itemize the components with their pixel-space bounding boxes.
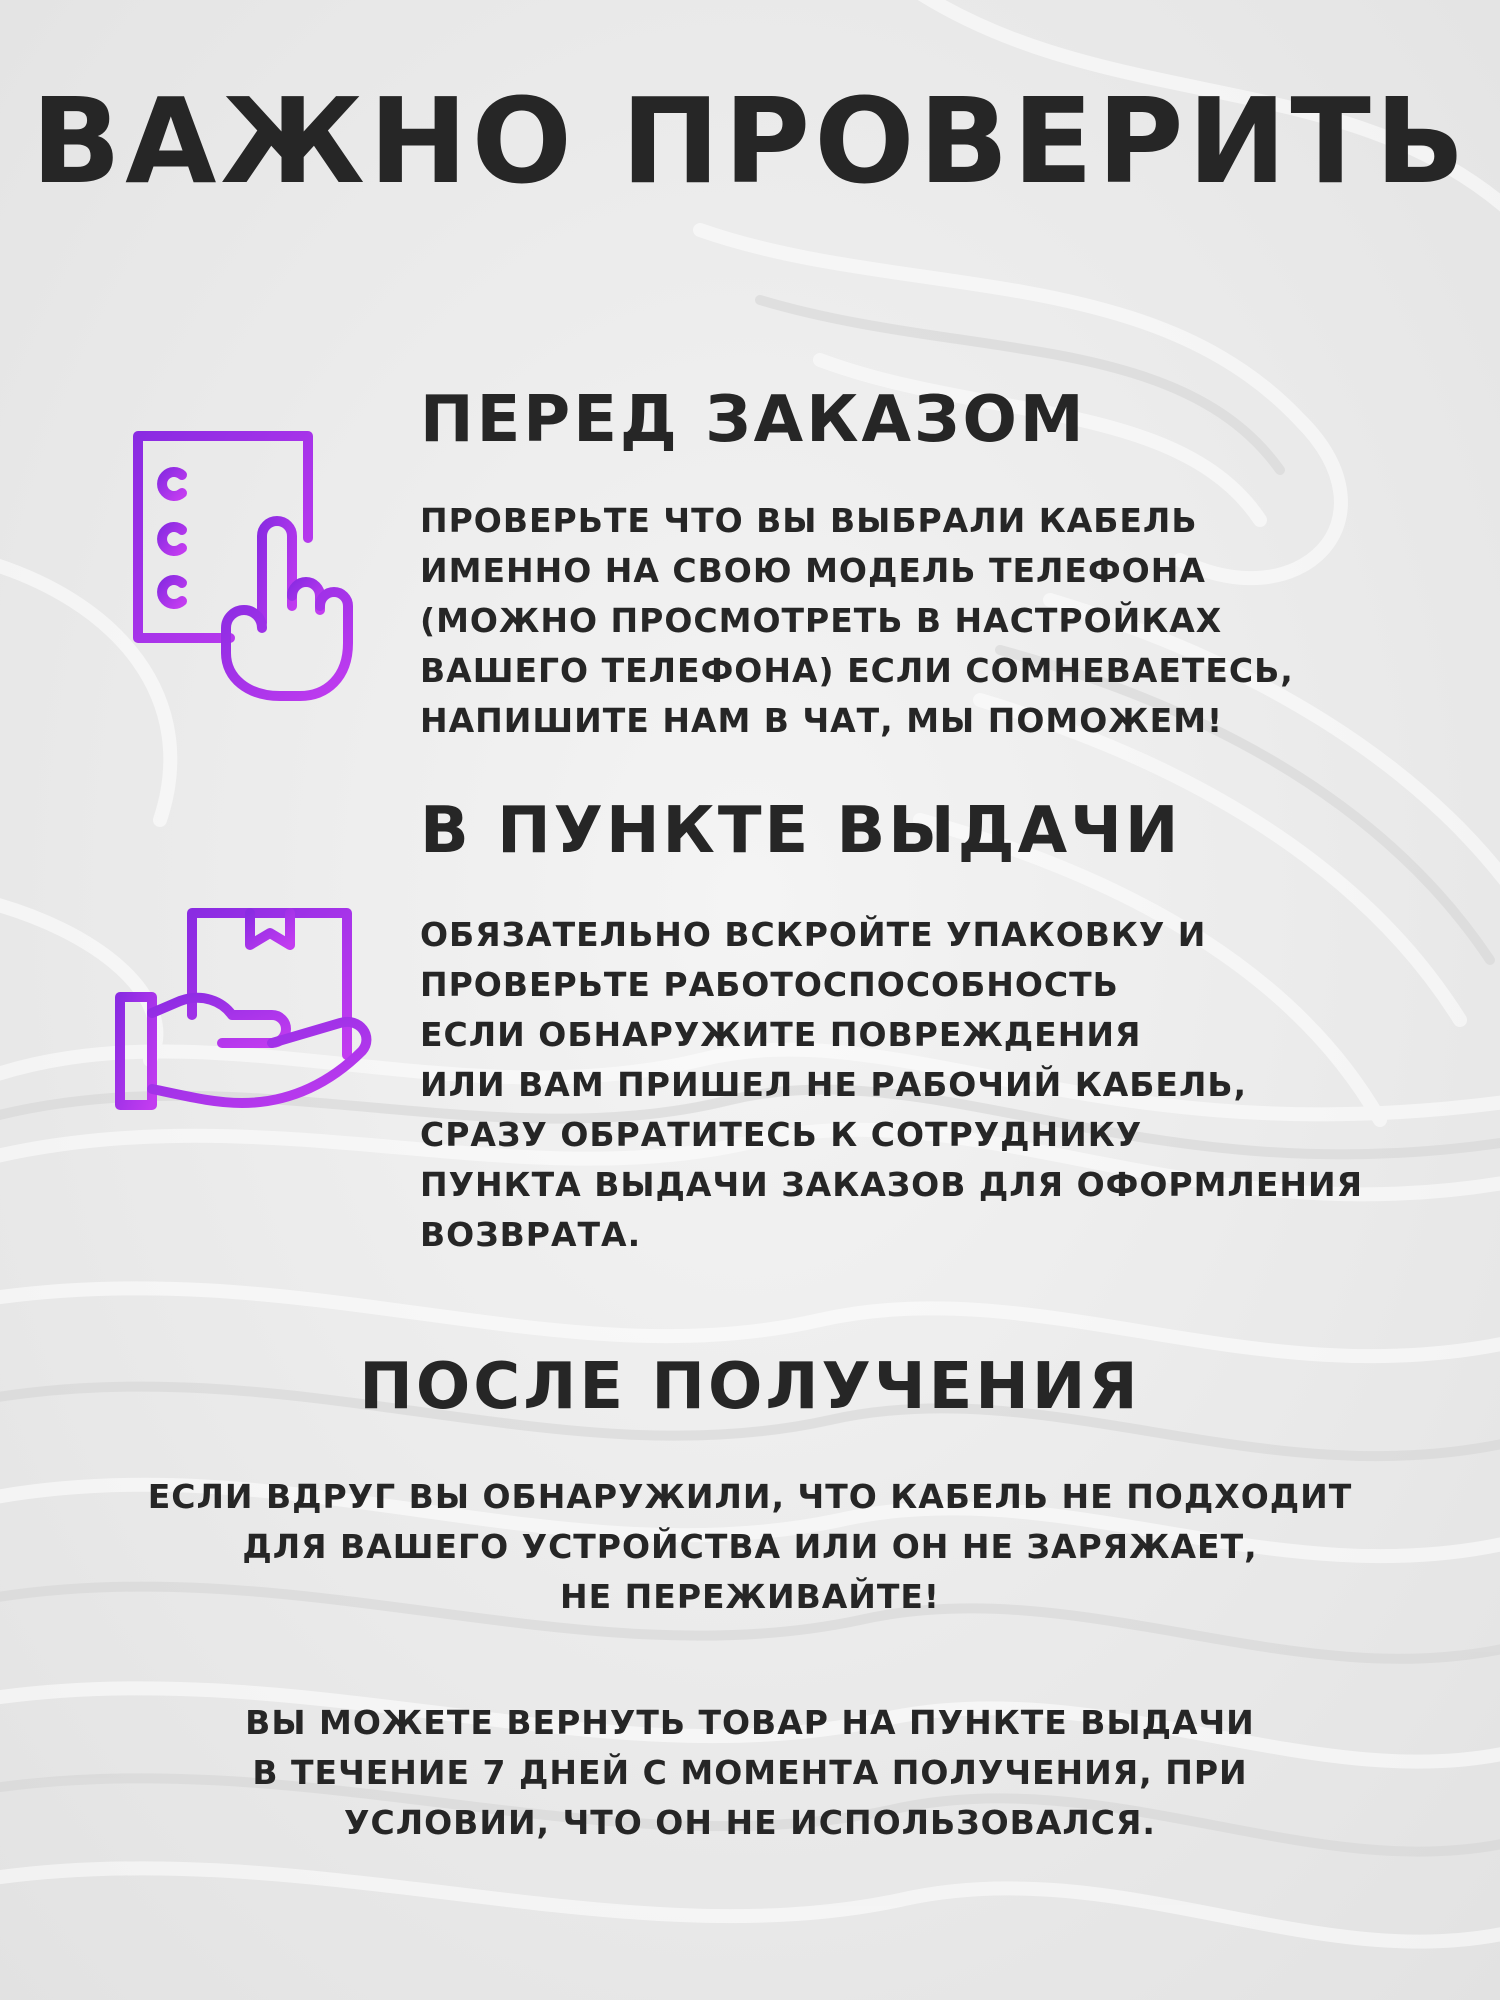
- text-line: ПУНКТА ВЫДАЧИ ЗАКАЗОВ ДЛЯ ОФОРМЛЕНИЯ: [420, 1165, 1364, 1204]
- text-line: ЕСЛИ ОБНАРУЖИТЕ ПОВРЕЖДЕНИЯ: [420, 1015, 1142, 1054]
- text-line: ВОЗВРАТА.: [420, 1215, 642, 1254]
- text-line: В ТЕЧЕНИЕ 7 ДНЕЙ С МОМЕНТА ПОЛУЧЕНИЯ, ПРИ: [252, 1753, 1248, 1792]
- text-line: СРАЗУ ОБРАТИТЕСЬ К СОТРУДНИКУ: [420, 1115, 1143, 1154]
- text-line: ИЛИ ВАМ ПРИШЕЛ НЕ РАБОЧИЙ КАБЕЛЬ,: [420, 1065, 1248, 1104]
- text-line: УСЛОВИИ, ЧТО ОН НЕ ИСПОЛЬЗОВАЛСЯ.: [344, 1803, 1156, 1842]
- section-text-after-receipt-2: [0, 1698, 1500, 1848]
- section-text-before-order: [420, 496, 1294, 746]
- section-text-after-receipt-1: [0, 1472, 1500, 1622]
- box-in-hand-icon: [112, 905, 377, 1115]
- text-line: ЕСЛИ ВДРУГ ВЫ ОБНАРУЖИЛИ, ЧТО КАБЕЛЬ НЕ ПОДХОДИТ: [147, 1477, 1353, 1516]
- text-line: (МОЖНО ПРОСМОТРЕТЬ В НАСТРОЙКАХ: [420, 601, 1223, 640]
- text-line: ИМЕННО НА СВОЮ МОДЕЛЬ ТЕЛЕФОНА: [420, 551, 1206, 590]
- section-heading-before-order: ПЕРЕД ЗАКАЗОМ: [420, 383, 1087, 457]
- checklist-hand-icon: [130, 428, 360, 703]
- text-line: ПРОВЕРЬТЕ РАБОТОСПОСОБНОСТЬ: [420, 965, 1119, 1004]
- text-line: ВАШЕГО ТЕЛЕФОНА) ЕСЛИ СОМНЕВАЕТЕСЬ,: [420, 651, 1294, 690]
- text-line: ОБЯЗАТЕЛЬНО ВСКРОЙТЕ УПАКОВКУ И: [420, 915, 1207, 954]
- text-line: ВЫ МОЖЕТЕ ВЕРНУТЬ ТОВАР НА ПУНКТЕ ВЫДАЧИ: [245, 1703, 1255, 1742]
- section-heading-pickup-point: В ПУНКТЕ ВЫДАЧИ: [420, 794, 1182, 868]
- text-line: ПРОВЕРЬТЕ ЧТО ВЫ ВЫБРАЛИ КАБЕЛЬ: [420, 501, 1198, 540]
- text-line: НЕ ПЕРЕЖИВАЙТЕ!: [560, 1577, 940, 1616]
- text-line: НАПИШИТЕ НАМ В ЧАТ, МЫ ПОМОЖЕМ!: [420, 701, 1224, 740]
- page-title: ВАЖНО ПРОВЕРИТЬ: [31, 72, 1469, 210]
- section-heading-after-receipt: ПОСЛЕ ПОЛУЧЕНИЯ: [359, 1350, 1141, 1424]
- section-text-pickup-point: [420, 910, 1363, 1260]
- text-line: ДЛЯ ВАШЕГО УСТРОЙСТВА ИЛИ ОН НЕ ЗАРЯЖАЕТ,: [242, 1527, 1258, 1566]
